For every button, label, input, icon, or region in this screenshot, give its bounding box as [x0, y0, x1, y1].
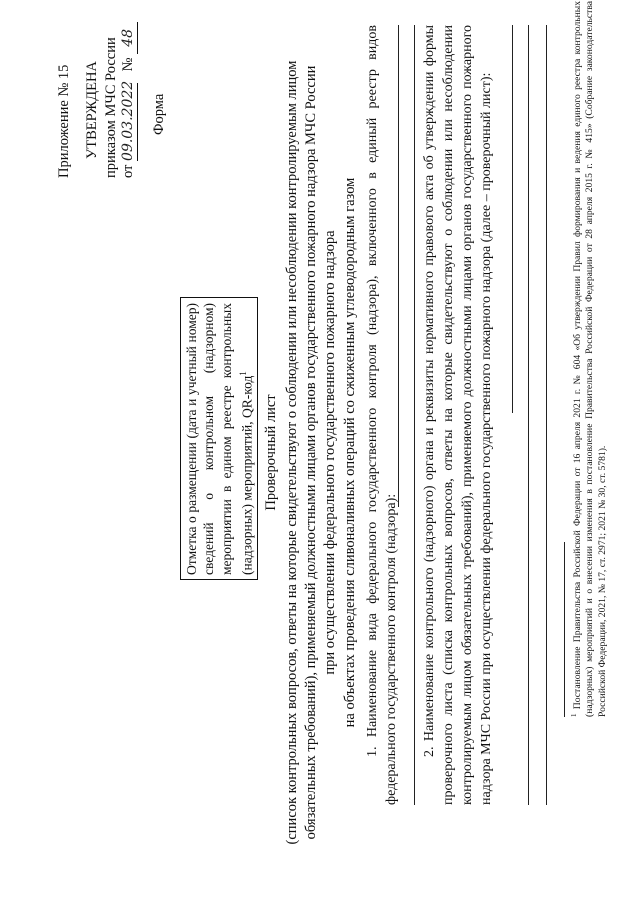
item-2-text: 2. Наименование контрольного (надзорного) органа и реквизиты нормативного правового акта об утверждении формы проверочного листа (списка контрольных вопросов, ответы на которые свидетельствуют о соблюдении или несоблюдении контролируемым лицом обязательных требований), применяемого должностными лицами органов государственного пожарного надзора МЧС России при осуществлении федерального государственного пожарного надзора (далее – проверочный лист): [422, 25, 494, 805]
order-line: приказом МЧС России [103, 37, 119, 178]
qr-registry-text [183, 303, 256, 575]
date-prefix: от [120, 164, 136, 178]
qr-registry-label: Отметка о размещении (дата и учетный номер) сведений о контрольном (надзорном) мероприятии в едином реестре контрольных (надзорных) мероприятий, QR-код [184, 303, 255, 575]
item-1-fill-line [398, 25, 399, 507]
footnote [568, 1, 609, 717]
subtitle-line-1: (список контрольных вопросов, ответы на которые свидетельствуют о соблюдении или несоблюдении контролируемым лицом [284, 60, 300, 845]
footnote-separator [564, 542, 565, 717]
number-handwritten: 48 [119, 22, 138, 54]
appendix-number: Приложение № 15 [56, 64, 72, 178]
footnote-text: Постановление Правительства Российской Федерации от 16 апреля 2021 г. № 604 «Об утверждении Правил формирования и ведения единого реестра контрольных (надзорных) мероприятий и о внесении изменения в постановление Правительства Российской Федерации от 28 апреля 2015 г. № 415» (Собрание законодательства Российской Федерации, 2021, № 17, ст. 2971; 2021 № 30, ст. 5781). [572, 0, 608, 717]
footnote-mark: 1 [570, 713, 578, 717]
subtitle-line-2: обязательных требований), применяемый должностными лицами органов государственного пожарного надзора МЧС России [303, 65, 319, 840]
subtitle-line-3: при осуществлении федерального государственного пожарного надзора [322, 230, 338, 675]
checklist-heading: Проверочный лист [263, 394, 279, 511]
form-label: Форма [151, 93, 167, 135]
date-handwritten: 09.03.2022 [120, 80, 136, 161]
item-2-blank-line-2 [546, 25, 547, 805]
subtitle-line-4: на объектах проведения сливоналивных операций со сжиженным углеводородным газом [342, 177, 358, 728]
footnote-ref: 1 [238, 371, 249, 376]
item-1-text: 1. Наименование вида федерального государственного контроля (надзора), включенного в единый реестр видов федерального государственного контроля (надзора): [365, 25, 399, 805]
approved-label: УТВЕРЖДЕНА [84, 61, 100, 159]
order-date-line [119, 8, 139, 178]
number-prefix: № [120, 57, 136, 72]
item-2-blank-line-1 [528, 25, 529, 805]
item-2-fill-line [512, 25, 513, 413]
item-1-blank-line [414, 25, 415, 805]
